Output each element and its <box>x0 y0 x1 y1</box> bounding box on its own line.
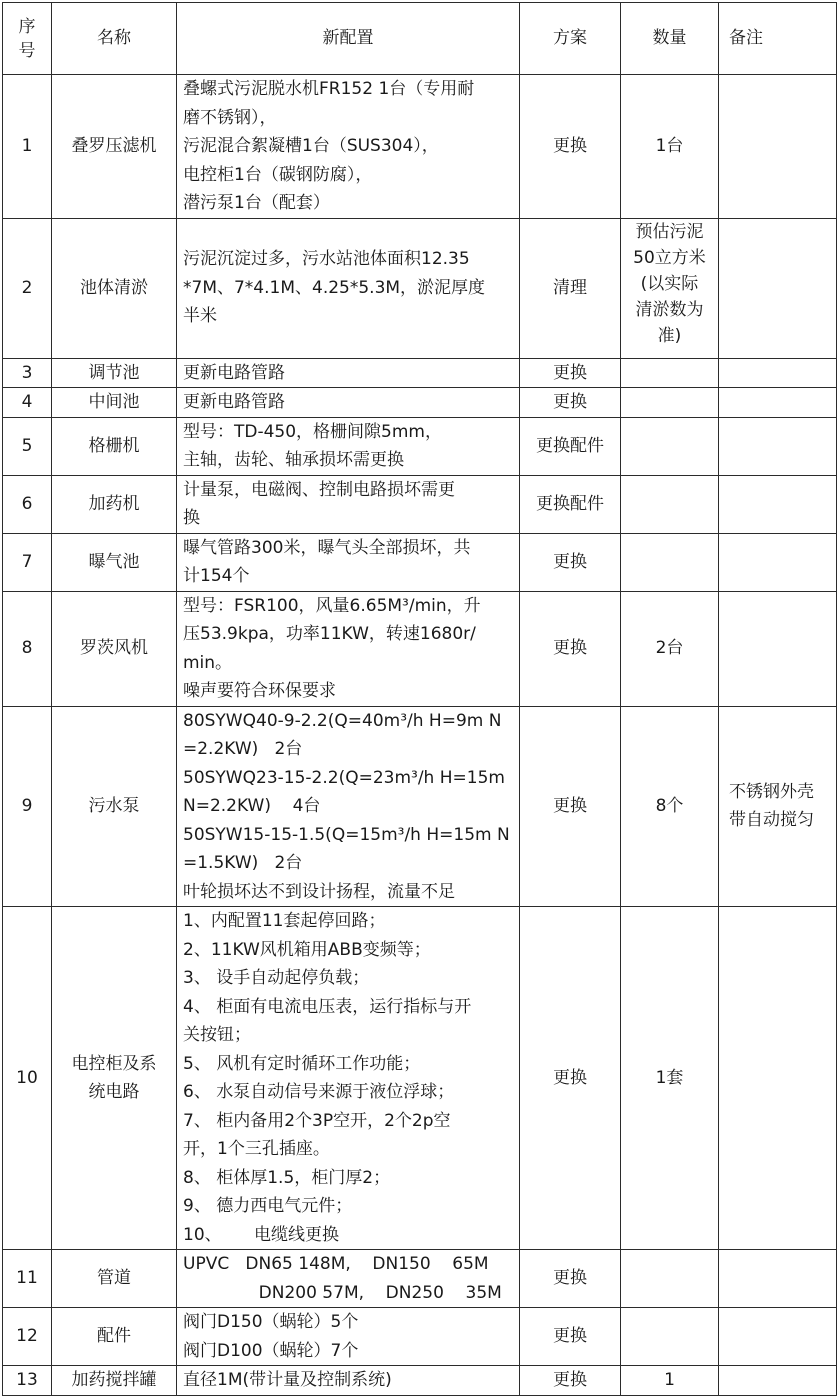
row-name <box>52 218 177 358</box>
row-config <box>177 706 520 907</box>
row-plan: 更换 <box>520 75 621 219</box>
config-line: 1、内配置11套起停回路； <box>183 911 386 931</box>
config-line: 5、 风机有定时循环工作功能； <box>183 1053 421 1074</box>
table-row <box>3 907 837 1250</box>
config-line: 污泥混合絮凝槽1台（SUS304）， <box>183 136 439 156</box>
config-line: *7M、7*4.1M、4.25*5.3M，淤泥厚度 <box>183 277 486 298</box>
row-remark <box>719 75 837 219</box>
quantity-line: 1 <box>664 1370 675 1391</box>
row-quantity <box>621 75 719 219</box>
config-line: 10、 电缆线更换 <box>183 1224 340 1245</box>
config-line: 关按钮； <box>183 1025 251 1045</box>
row-name <box>52 358 177 388</box>
table-row <box>3 75 837 219</box>
row-plan: 更换 <box>520 591 621 706</box>
row-index: 9 <box>3 706 52 907</box>
config-line: 计量泵，电磁阀、控制电路损坏需更 <box>183 479 455 500</box>
config-line: 曝气管路300米，曝气头全部损坏，共 <box>183 537 471 558</box>
row-config <box>177 417 520 475</box>
config-line: 3、 设手自动起停负载； <box>183 968 370 988</box>
row-index: 13 <box>3 1366 52 1396</box>
row-plan: 更换 <box>520 1308 621 1366</box>
config-line: 开，1个三孔插座。 <box>183 1139 330 1159</box>
row-plan: 更换 <box>520 1250 621 1308</box>
config-line: 阀门D150（蜗轮）5个 <box>183 1312 359 1332</box>
config-line: min。 <box>183 652 233 673</box>
row-config <box>177 1250 520 1308</box>
row-index: 7 <box>3 533 52 591</box>
row-name-text: 叠罗压滤机 <box>71 136 157 156</box>
row-config <box>177 591 520 706</box>
row-plan: 清理 <box>520 218 621 358</box>
config-line: DN200 57M, DN250 35M <box>183 1282 502 1303</box>
config-line: 阀门D100（蜗轮）7个 <box>183 1340 359 1361</box>
config-line: 压53.9kpa，功率11KW，转速1680r/ <box>183 624 476 644</box>
row-quantity <box>621 1366 719 1396</box>
row-remark <box>719 706 837 907</box>
config-line: =2.2KW) 2台 <box>183 739 303 759</box>
config-line: 50SYW15-15-1.5(Q=15m³/h H=15m N <box>183 824 510 845</box>
row-index: 5 <box>3 417 52 475</box>
table-body <box>3 75 837 1396</box>
row-quantity <box>621 1308 719 1366</box>
row-remark <box>719 907 837 1250</box>
config-line: 更新电路管路 <box>183 362 285 383</box>
row-plan: 更换 <box>520 358 621 388</box>
row-name-text: 池体清淤 <box>80 277 148 298</box>
row-name <box>52 1250 177 1308</box>
config-line: 6、 水泵自动信号来源于液位浮球； <box>183 1082 455 1102</box>
row-remark <box>719 1308 837 1366</box>
quantity-line: 1套 <box>655 1067 684 1088</box>
config-line: 型号：FSR100，风量6.65M³/min，升 <box>183 595 481 616</box>
row-config <box>177 358 520 388</box>
row-quantity <box>621 706 719 907</box>
header-config: 新配置 <box>177 3 520 75</box>
table-row <box>3 1250 837 1308</box>
row-plan: 更换 <box>520 1366 621 1396</box>
row-name-text: 污水泵 <box>88 796 140 816</box>
config-line: 计154个 <box>183 566 250 586</box>
row-quantity <box>621 591 719 706</box>
header-quantity: 数量 <box>621 3 719 75</box>
row-remark <box>719 1250 837 1308</box>
config-line: 2、11KW风机箱用ABB变频等； <box>183 939 431 960</box>
config-line: N=2.2KW) 4台 <box>183 796 321 816</box>
row-config <box>177 475 520 533</box>
remark-line: 带自动搅匀 <box>729 810 814 831</box>
config-line: 8、 柜体厚1.5，柜门厚2； <box>183 1167 391 1188</box>
row-name-text: 加药机 <box>88 493 140 514</box>
row-remark <box>719 533 837 591</box>
config-line: 电控柜1台（碳钢防腐）， <box>183 164 373 185</box>
table-row <box>3 218 837 358</box>
row-plan: 更换配件 <box>520 417 621 475</box>
config-line: 直径1M(带计量及控制系统) <box>183 1370 392 1391</box>
row-config <box>177 533 520 591</box>
row-name <box>52 388 177 418</box>
row-name <box>52 533 177 591</box>
config-line: 噪声要符合环保要求 <box>183 681 336 701</box>
config-line: 潜污泵1台（配套） <box>183 193 330 213</box>
row-remark <box>719 218 837 358</box>
row-quantity <box>621 1250 719 1308</box>
header-name: 名称 <box>52 3 177 75</box>
table-row <box>3 591 837 706</box>
table-row <box>3 1366 837 1396</box>
row-quantity <box>621 907 719 1250</box>
row-config <box>177 907 520 1250</box>
row-plan: 更换 <box>520 533 621 591</box>
config-line: 更新电路管路 <box>183 392 285 412</box>
row-name-text: 调节池 <box>88 362 140 383</box>
row-name <box>52 417 177 475</box>
row-remark <box>719 1366 837 1396</box>
row-index: 10 <box>3 907 52 1250</box>
header-remark: 备注 <box>719 3 837 75</box>
row-config <box>177 1308 520 1366</box>
config-line: 80SYWQ40-9-2.2(Q=40m³/h H=9m N <box>183 710 502 731</box>
header-index: 序号 <box>3 3 52 75</box>
row-quantity <box>621 533 719 591</box>
table-row <box>3 706 837 907</box>
quantity-line: 2台 <box>655 638 684 659</box>
row-name <box>52 706 177 907</box>
config-line: 叶轮损坏达不到设计扬程，流量不足 <box>183 881 455 902</box>
quantity-line: 50立方米 <box>633 247 706 268</box>
row-plan: 更换 <box>520 388 621 418</box>
row-plan: 更换 <box>520 907 621 1250</box>
quantity-line: 预估污泥 <box>635 221 704 242</box>
row-name <box>52 1366 177 1396</box>
config-line: 50SYWQ23-15-2.2(Q=23m³/h H=15m <box>183 767 505 788</box>
quantity-line: 1台 <box>655 136 684 156</box>
equipment-table <box>2 2 837 1396</box>
row-remark <box>719 358 837 388</box>
config-line: 型号：TD-450，格栅间隙5mm， <box>183 421 442 442</box>
row-name-text: 罗茨风机 <box>80 638 148 659</box>
row-remark <box>719 388 837 418</box>
header-plan: 方案 <box>520 3 621 75</box>
config-line: =1.5KW) 2台 <box>183 853 303 873</box>
row-name <box>52 907 177 1250</box>
quantity-line: 8个 <box>655 796 684 816</box>
config-line: 磨不锈钢）， <box>183 107 277 128</box>
row-plan: 更换 <box>520 706 621 907</box>
table-row <box>3 417 837 475</box>
row-config <box>177 218 520 358</box>
row-index: 12 <box>3 1308 52 1366</box>
row-quantity <box>621 417 719 475</box>
row-config <box>177 75 520 219</box>
table-row <box>3 475 837 533</box>
remark-line: 不锈钢外壳 <box>729 781 814 802</box>
config-line: 污泥沉淀过多，污水站池体面积12.35 <box>183 249 470 270</box>
row-name-text: 加药搅拌罐 <box>71 1370 157 1391</box>
quantity-line: (以实际 <box>640 273 699 294</box>
row-config <box>177 1366 520 1396</box>
table-row <box>3 358 837 388</box>
table-row <box>3 388 837 418</box>
row-name <box>52 475 177 533</box>
quantity-line: 准) <box>657 325 682 346</box>
row-remark <box>719 475 837 533</box>
table-header-row <box>3 3 837 75</box>
row-name <box>52 591 177 706</box>
row-index: 11 <box>3 1250 52 1308</box>
config-line: 4、 柜面有电流电压表，运行指标与开 <box>183 996 472 1017</box>
table-row <box>3 533 837 591</box>
config-line: 半米 <box>183 306 217 327</box>
row-index: 1 <box>3 75 52 219</box>
config-line: 叠螺式污泥脱水机FR152 1台（专用耐 <box>183 79 475 99</box>
row-name-text: 格栅机 <box>88 435 140 456</box>
row-quantity <box>621 388 719 418</box>
row-name-text: 电控柜及系统电路 <box>71 1053 157 1102</box>
row-quantity <box>621 218 719 358</box>
row-name-text: 曝气池 <box>88 551 140 572</box>
row-index: 6 <box>3 475 52 533</box>
row-plan: 更换配件 <box>520 475 621 533</box>
config-line: 7、 柜内备用2个3P空开，2个2p空 <box>183 1110 451 1131</box>
row-index: 4 <box>3 388 52 418</box>
row-quantity <box>621 358 719 388</box>
row-index: 8 <box>3 591 52 706</box>
table-row <box>3 1308 837 1366</box>
row-name-text: 中间池 <box>88 392 140 412</box>
config-line: UPVC DN65 148M, DN150 65M <box>183 1254 489 1274</box>
row-quantity <box>621 475 719 533</box>
config-line: 9、 德力西电气元件； <box>183 1196 353 1216</box>
row-config <box>177 388 520 418</box>
row-name <box>52 75 177 219</box>
row-name-text: 配件 <box>97 1326 131 1347</box>
row-name-text: 管道 <box>97 1268 131 1289</box>
config-line: 换 <box>183 508 200 528</box>
row-name <box>52 1308 177 1366</box>
row-index: 2 <box>3 218 52 358</box>
row-index: 3 <box>3 358 52 388</box>
row-remark <box>719 591 837 706</box>
row-remark <box>719 417 837 475</box>
quantity-line: 清淤数为 <box>635 299 704 320</box>
config-line: 主轴，齿轮、轴承损坏需更换 <box>183 450 404 470</box>
